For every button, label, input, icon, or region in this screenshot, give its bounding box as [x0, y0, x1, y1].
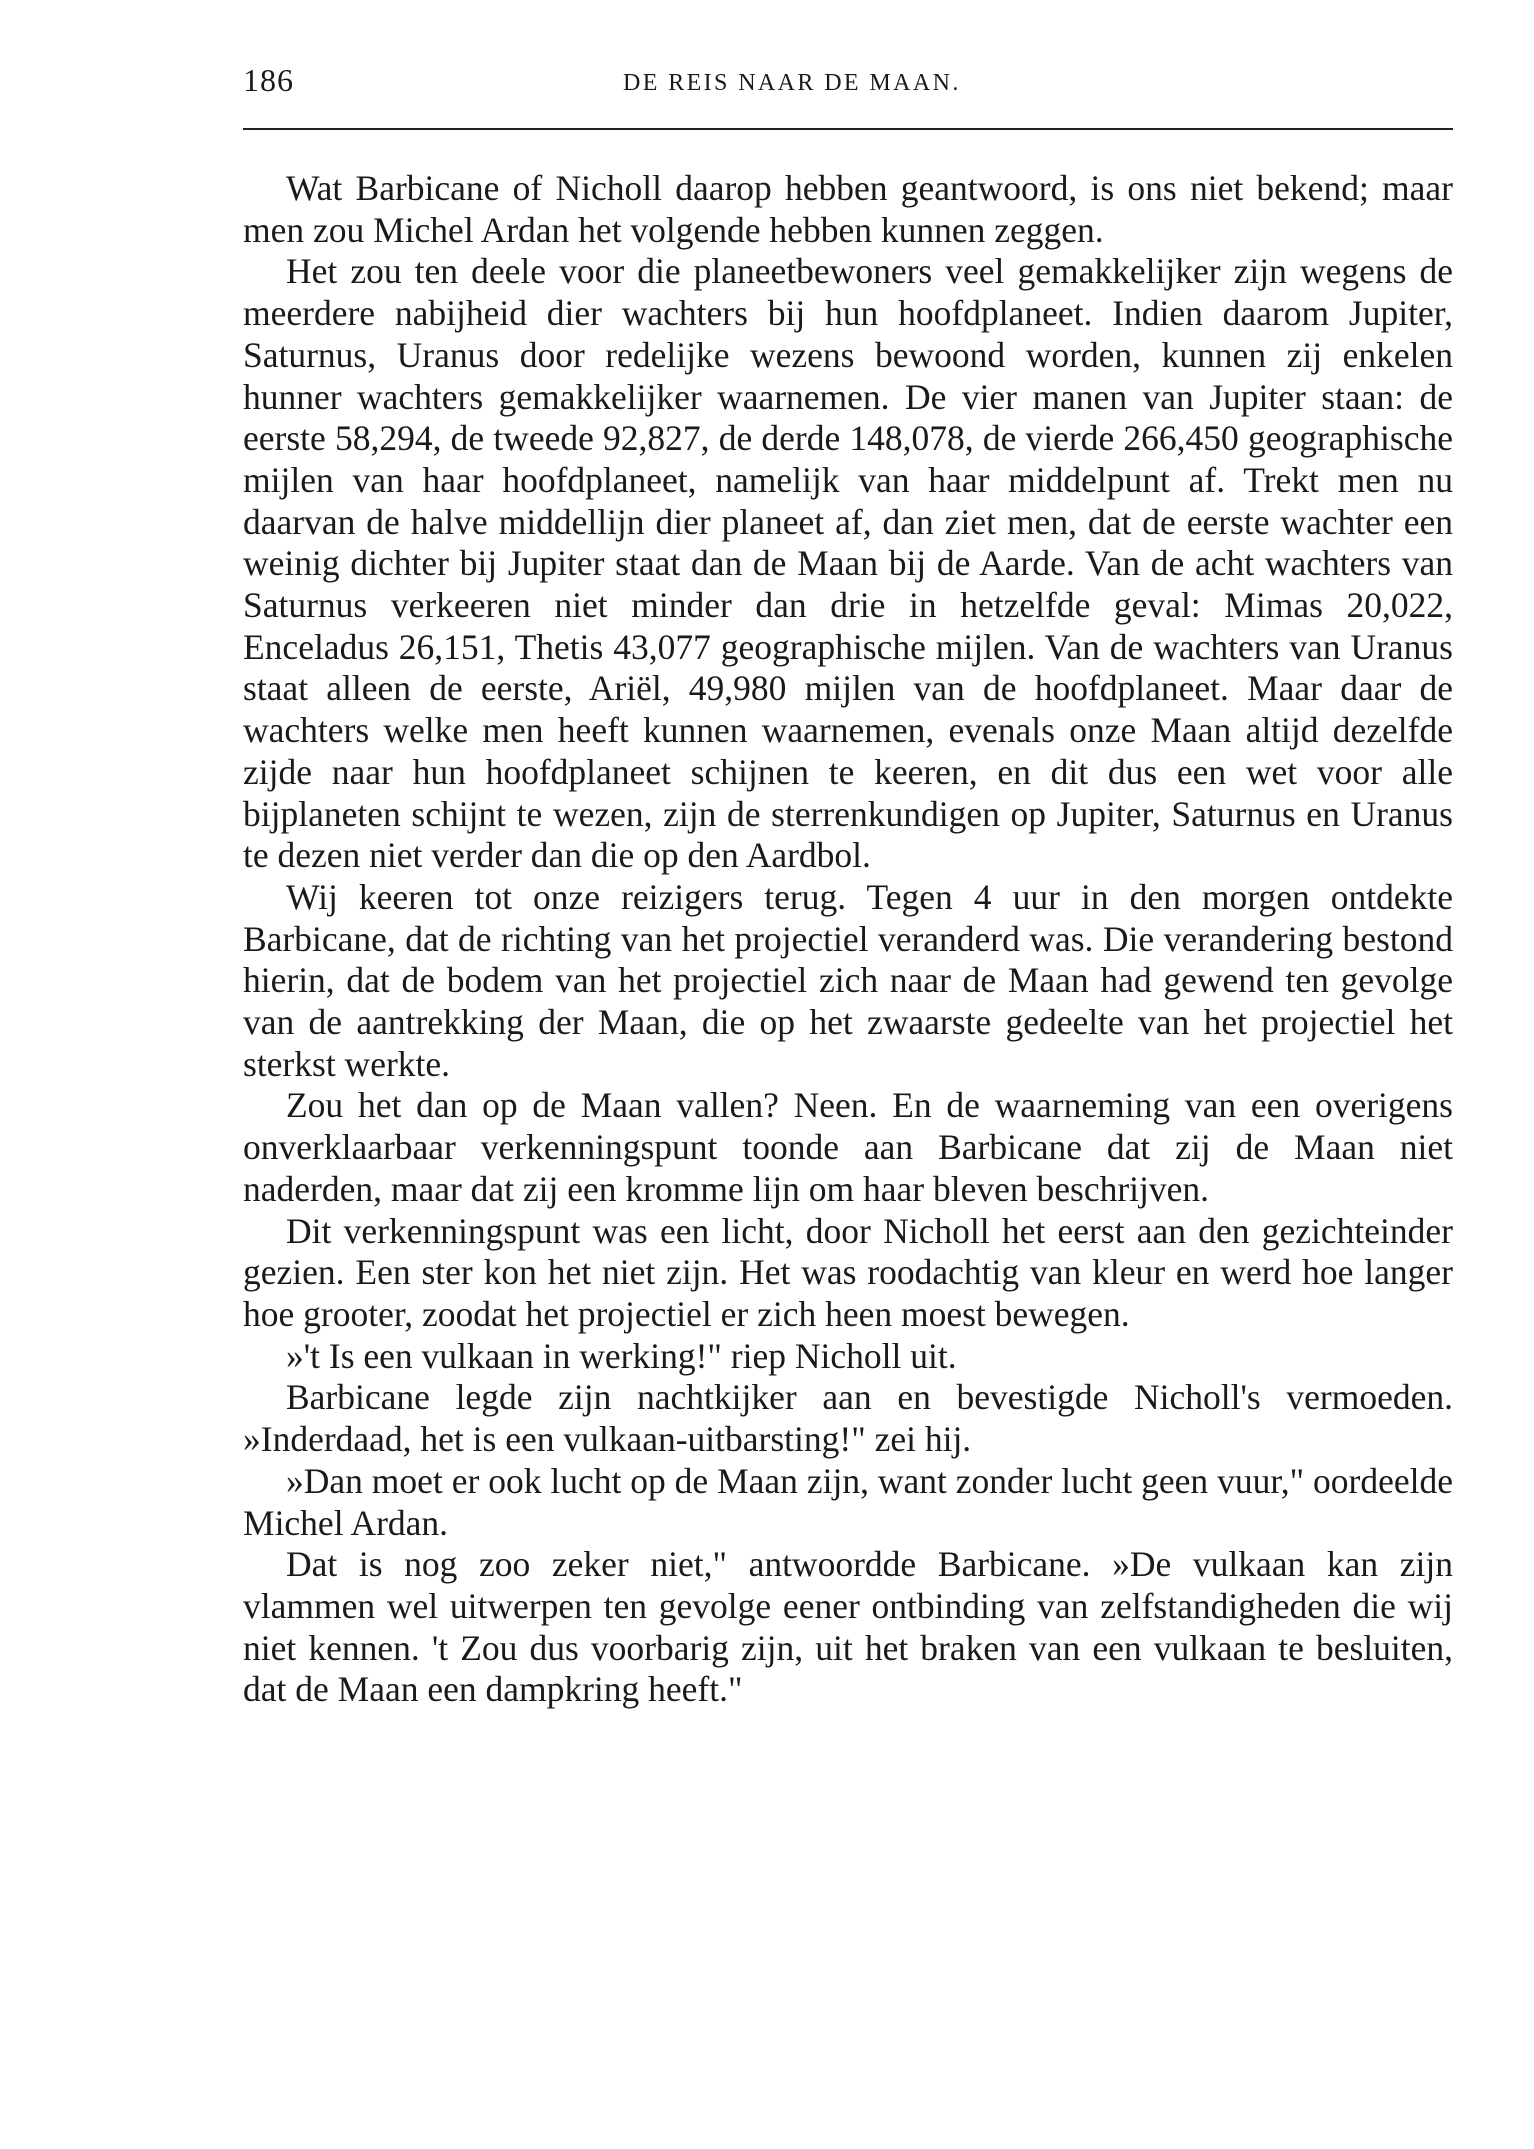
paragraph: »Dan moet er ook lucht op de Maan zijn, want zonder lucht geen vuur," oordeelde Michel Ardan. — [243, 1460, 1453, 1543]
running-title: DE REIS NAAR DE MAAN. — [623, 70, 961, 96]
header-rule — [243, 128, 1453, 130]
running-head — [243, 62, 1453, 112]
paragraph: »'t Is een vulkaan in werking!" riep Nicholl uit. — [286, 1335, 957, 1376]
paragraph: Wij keeren tot onze reizigers terug. Tegen 4 uur in den morgen ontdekte Barbicane, dat de richting van het projectiel veranderd was. Die verandering bestond hierin, dat de bodem van het projectiel zich naar de Maan had gewend ten gevolge van de aantrekking der Maan, die op het zwaarste gedeelte van het projectiel het sterkst werkte. — [243, 876, 1453, 1084]
paragraph: Wat Barbicane of Nicholl daarop hebben geantwoord, is ons niet bekend; maar men zou Michel Ardan het volgende hebben kunnen zeggen. — [243, 168, 1453, 250]
paragraph: Dit verkenningspunt was een licht, door Nicholl het eerst aan den gezichteinder gezien. Een ster kon het niet zijn. Het was roodachtig van kleur en werd hoe langer hoe grooter, zoodat het projectiel er zich heen moest bewegen. — [243, 1210, 1453, 1334]
page-number: 186 — [243, 62, 294, 98]
paragraph: Dat is nog zoo zeker niet," antwoordde Barbicane. »De vulkaan kan zijn vlammen wel uitwerpen ten gevolge eener ontbinding van zelfstandigheden die wij niet kennen. 't Zou dus voorbarig zijn, uit het braken van een vulkaan te besluiten, dat de Maan een dampkring heeft." — [243, 1544, 1453, 1710]
paragraph: Het zou ten deele voor die planeetbewoners veel gemakkelijker zijn wegens de meerdere nabijheid dier wachters bij hun hoofdplaneet. Indien daarom Jupiter, Saturnus, Uranus door redelijke wezens bewoond worden, kunnen zij enkelen hunner wachters gemakkelijker waarnemen. De vier manen van Jupiter staan: de eerste 58,294, de tweede 92,827, de derde 148,078, de vierde 266,450 geographische mijlen van haar hoofdplaneet, namelijk van haar middelpunt af. Trekt men nu daarvan de halve middellijn dier planeet af, dan ziet men, dat de eerste wachter een weinig dichter bij Jupiter staat dan de Maan bij de Aarde. Van de acht wachters van Saturnus verkeeren niet minder dan drie in hetzelfde geval: Mimas 20,022, Enceladus 26,151, Thetis 43,077 geographische mijlen. Van de wachters van Uranus staat alleen de eerste, Ariël, 49,980 mijlen van de hoofdplaneet. Maar daar de wachters welke men heeft kunnen waarnemen, evenals onze Maan altijd dezelfde zijde naar hun hoofdplaneet schijnen te keeren, en dit dus een wet voor alle bijplaneten schijnt te wezen, zijn de sterrenkundigen op Jupiter, Saturnus en Uranus te dezen niet verder dan die op den Aardbol. — [243, 251, 1453, 876]
paragraph: Zou het dan op de Maan vallen? Neen. En de waarneming van een overigens onverklaarbaar verkenningspunt toonde aan Barbicane dat zij de Maan niet naderden, maar dat zij een kromme lijn om haar bleven beschrijven. — [243, 1085, 1453, 1209]
paragraph: Barbicane legde zijn nachtkijker aan en bevestigde Nicholl's vermoeden. »Inderdaad, het is een vulkaan-uitbarsting!" zei hij. — [243, 1377, 1453, 1460]
body-text — [243, 168, 1453, 1711]
